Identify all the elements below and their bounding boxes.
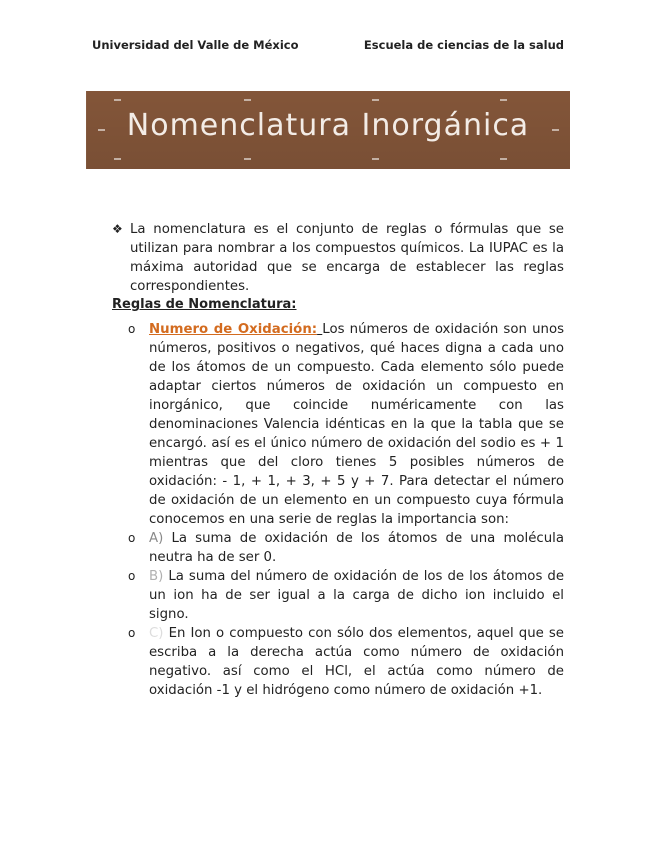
banner-dash — [500, 158, 507, 160]
rule-b-letter: B) — [149, 569, 164, 584]
rule-b-text: La suma del número de oxidación de los de los átomos de un ion ha de ser igual a la carga de dicho ion incluido el signo. — [149, 569, 564, 622]
intro-text: La nomenclatura es el conjunto de reglas o fórmulas que se utilizan para nombrar a los compuestos químicos. La IUPAC es la máxima autoridad que se encarga de establecer las reglas correspondientes. — [130, 222, 564, 294]
rule-a-text: La suma de oxidación de los átomos de una molécula neutra ha de ser 0. — [149, 531, 564, 565]
rules-list — [128, 320, 564, 700]
oxidation-term: Numero de Oxidación: — [149, 322, 318, 337]
banner-dash — [372, 158, 379, 160]
title-banner — [86, 91, 570, 169]
circle-bullet-icon: o — [128, 626, 136, 640]
rules-heading: Reglas de Nomenclatura: — [112, 297, 297, 312]
rule-c-letter: C) — [149, 626, 164, 641]
circle-bullet-icon: o — [128, 569, 136, 583]
rule-a-letter: A) — [149, 531, 164, 546]
header-university: Universidad del Valle de México — [92, 38, 299, 52]
banner-dash — [500, 99, 507, 101]
header-school: Escuela de ciencias de la salud — [363, 38, 564, 52]
banner-dash — [244, 99, 251, 101]
rule-c-text: En Ion o compuesto con sólo dos elementos, aquel que se escriba a la derecha actúa como número de oxidación negativo. así como el HCl, el actúa como número de oxidación -1 y el hidrógeno como número de oxidación +1. — [149, 626, 564, 698]
banner-dash — [372, 99, 379, 101]
list-item-rule-b — [128, 567, 564, 624]
diamond-bullet-icon: ❖ — [112, 222, 123, 236]
banner-dash — [114, 158, 121, 160]
circle-bullet-icon: o — [128, 322, 136, 336]
banner-dash — [244, 158, 251, 160]
circle-bullet-icon: o — [128, 531, 136, 545]
intro-bullet — [112, 220, 564, 296]
page-header — [92, 38, 564, 52]
banner-dash — [114, 99, 121, 101]
list-item-rule-a — [128, 529, 564, 567]
list-item-rule-c — [128, 624, 564, 700]
document-title: Nomenclatura Inorgánica — [126, 108, 530, 143]
oxidation-text: Los números de oxidación son unos números, positivos o negativos, qué haces digna a cada uno de los átomos de un compuesto. Cada elemento sólo puede adaptar ciertos números de oxidación un compuesto en inorgánico, que coincide numéricamente con las denominaciones Valencia idénticas en la que la tabla que se encargó. así es el único número de oxidación del sodio es + 1 mientras que del cloro tienes 5 posibles números de oxidación: - 1, + 1, + 3, + 5 y + 7. Para detectar el número de oxidación de un elemento en un compuesto cuya fórmula conocemos en una serie de reglas la importancia son: — [149, 322, 565, 527]
list-item-oxidation — [128, 320, 564, 529]
